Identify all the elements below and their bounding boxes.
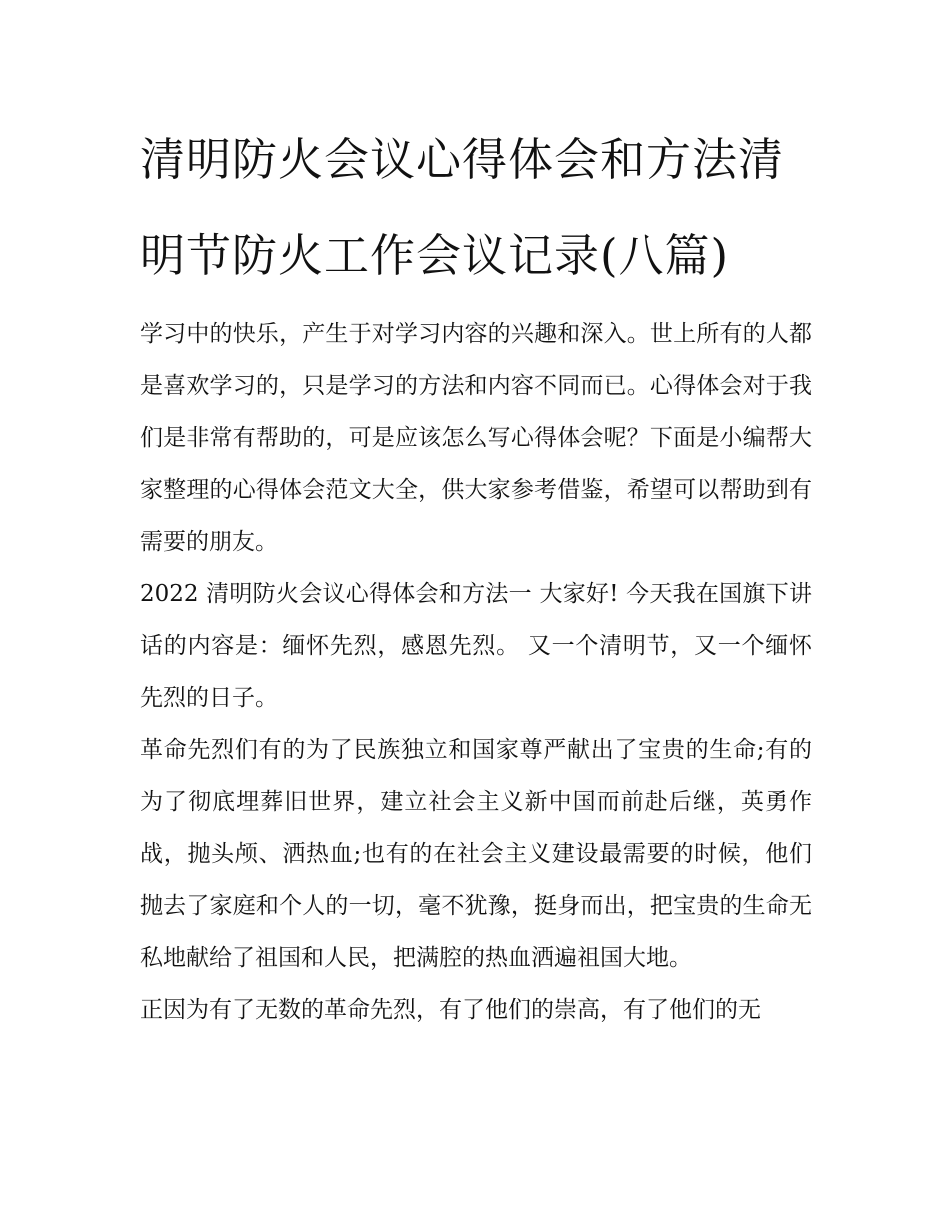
document-title: 清明防火会议心得体会和方法清明节防火工作会议记录(八篇) <box>140 133 785 282</box>
paragraph-martyrs: 革命先烈们有的为了民族独立和国家尊严献出了宝贵的生命;有的为了彻底埋葬旧世界，建立社会主义新中国而前赴后继，英勇作战，抛头颅、洒热血;也有的在社会主义建设最需要的时候，他们抛去了家庭和个人的一切，毫不犹豫，挺身而出，把宝贵的生命无私地献给了祖国和人民，把满腔的热血洒遍祖国大地。 <box>140 737 812 971</box>
paragraph-opening: 2022 清明防火会议心得体会和方法一 大家好! 今天我在国旗下讲话的内容是：缅怀先烈，感恩先烈。 又一个清明节，又一个缅怀先烈的日子。 <box>140 581 812 711</box>
paragraph-continuation: 正因为有了无数的革命先烈，有了他们的崇高，有了他们的无 <box>140 997 761 1023</box>
document-body <box>140 112 812 1036</box>
paragraph-intro: 学习中的快乐，产生于对学习内容的兴趣和深入。世上所有的人都是喜欢学习的，只是学习的方法和内容不同而已。心得体会对于我们是非常有帮助的，可是应该怎么写心得体会呢？下面是小编帮大家整理的心得体会范文大全，供大家参考借鉴，希望可以帮助到有需要的朋友。 <box>140 321 812 555</box>
